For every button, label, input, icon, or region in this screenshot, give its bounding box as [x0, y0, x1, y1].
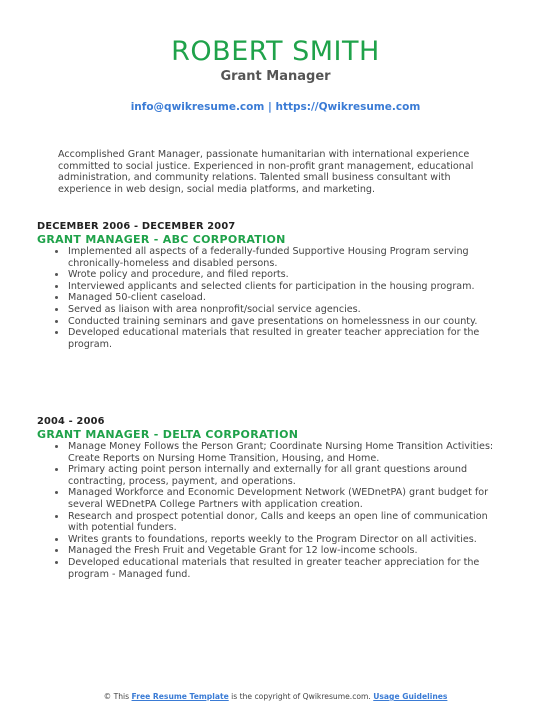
list-item: Managed the Fresh Fruit and Vegetable Grant for 12 low-income schools. — [68, 545, 507, 557]
job-bullet-list — [37, 246, 507, 350]
contact-line — [0, 100, 551, 114]
copyright-footer — [0, 692, 551, 702]
list-item: Conducted training seminars and gave presentations on homelessness in our county. — [68, 316, 507, 328]
list-item: Managed 50-client caseload. — [68, 292, 507, 304]
list-item: Developed educational materials that resulted in greater teacher appreciation for the program. — [68, 327, 507, 350]
job-bullet-list — [37, 441, 507, 580]
list-item: Wrote policy and procedure, and filed reports. — [68, 269, 507, 281]
job-dates: 2004 - 2006 — [37, 416, 105, 427]
professional-summary: Accomplished Grant Manager, passionate humanitarian with international experience committed to social justice. Experienced in non-profit grant management, educational administration, and community relations. Talented small business consultant with experience in web design, social media platforms, and marketing. — [58, 149, 474, 195]
job-title: GRANT MANAGER - ABC CORPORATION — [37, 233, 286, 246]
list-item: Served as liaison with area nonprofit/social service agencies. — [68, 304, 507, 316]
contact-separator: | — [264, 101, 276, 113]
footer-middle: is the copyright of Qwikresume.com. — [228, 692, 374, 701]
list-item: Interviewed applicants and selected clients for participation in the housing program. — [68, 281, 507, 293]
list-item: Manage Money Follows the Person Grant; Coordinate Nursing Home Transition Activities: Create Reports on Nursing Home Transition, Housing, and Home. — [68, 441, 507, 464]
list-item: Primary acting point person internally and externally for all grant questions around contracting, process, payment, and operations. — [68, 464, 507, 487]
email-link[interactable]: info@qwikresume.com — [130, 101, 265, 113]
website-link[interactable]: https://Qwikresume.com — [275, 101, 421, 113]
job-entry-delta — [37, 416, 507, 580]
list-item: Managed Workforce and Economic Development Network (WEDnetPA) grant budget for several WEDnetPA College Partners with application creation. — [68, 487, 507, 510]
job-title: GRANT MANAGER - DELTA CORPORATION — [37, 428, 299, 441]
list-item: Research and prospect potential donor, Calls and keeps an open line of communication with potential funders. — [68, 511, 507, 534]
list-item: Writes grants to foundations, reports weekly to the Program Director on all activities. — [68, 534, 507, 546]
job-dates: DECEMBER 2006 - DECEMBER 2007 — [37, 221, 236, 232]
usage-guidelines-link[interactable]: Usage Guidelines — [373, 692, 448, 701]
list-item: Developed educational materials that resulted in greater teacher appreciation for the program - Managed fund. — [68, 557, 507, 580]
candidate-title: Grant Manager — [220, 69, 331, 84]
list-item: Implemented all aspects of a federally-funded Supportive Housing Program serving chronically-homeless and disabled persons. — [68, 246, 507, 269]
free-resume-template-link[interactable]: Free Resume Template — [131, 692, 229, 701]
job-entry-abc — [37, 221, 507, 350]
candidate-name: ROBERT SMITH — [171, 36, 380, 67]
footer-prefix: © This — [103, 692, 132, 701]
